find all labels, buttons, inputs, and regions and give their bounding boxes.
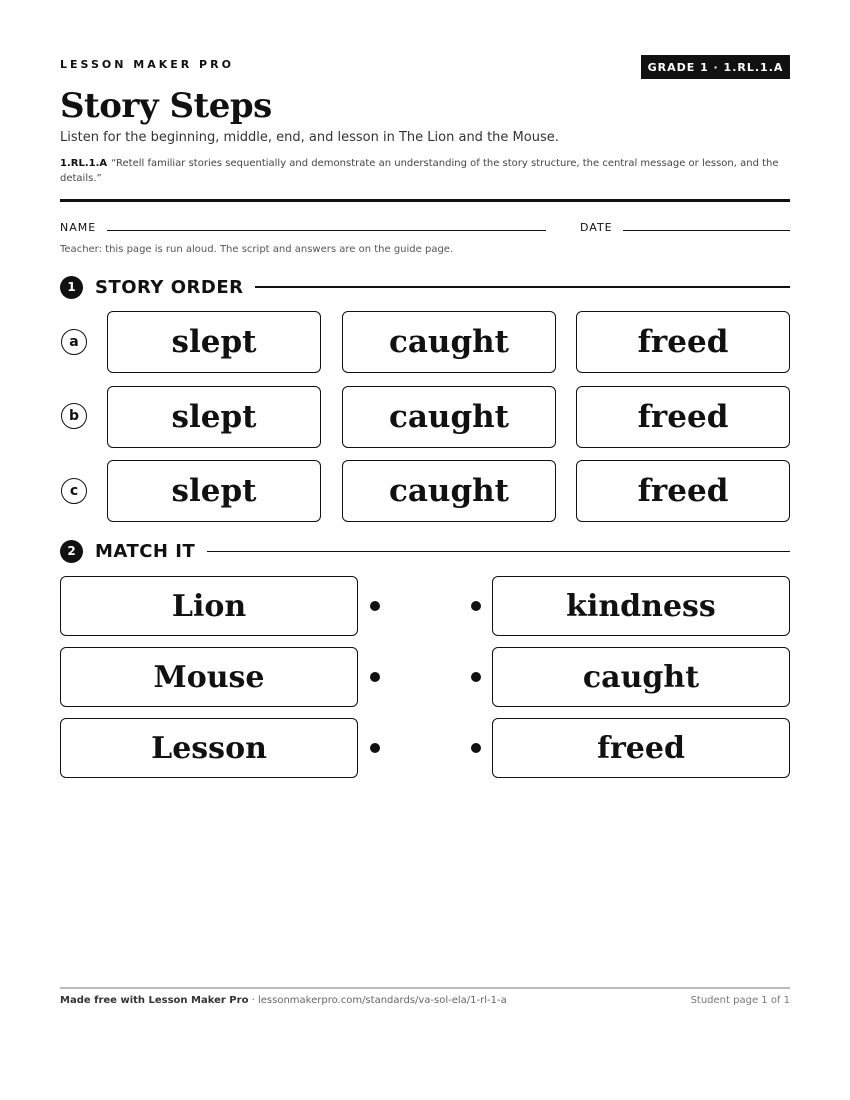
order-card[interactable]: freed [576,386,790,448]
footer-made-with: Made free with Lesson Maker Pro [60,995,249,1006]
match-left-dot[interactable] [370,672,380,682]
match-left-dot[interactable] [370,601,380,611]
order-card[interactable]: freed [576,311,790,373]
order-card[interactable]: slept [107,386,321,448]
order-card[interactable]: freed [576,460,790,522]
order-card[interactable]: caught [342,386,556,448]
section-match-it-header [60,539,790,563]
standard-description [60,156,790,186]
match-right-card[interactable]: caught [492,647,790,707]
footer-divider [60,987,790,989]
section-story-order-header [60,275,790,299]
match-left-card[interactable]: Lesson [60,718,358,778]
footer-url[interactable]: · lessonmakerpro.com/standards/va-sol-ela/1-rl-1-a [248,995,507,1006]
order-card[interactable]: slept [107,311,321,373]
grade-badge: GRADE 1 · 1.RL.1.A [641,55,790,79]
footer-credit [60,995,507,1006]
section-number-badge: 1 [60,276,83,299]
section-number-badge: 2 [60,540,83,563]
page-subtitle: Listen for the beginning, middle, end, and lesson in The Lion and the Mouse. [60,130,559,145]
section-divider [207,551,790,552]
order-card[interactable]: slept [107,460,321,522]
page-title: Story Steps [60,86,272,126]
standard-code: 1.RL.1.A [60,158,108,169]
standard-text: “Retell familiar stories sequentially and demonstrate an understanding of the story structure, the central message or lesson, and the details.” [60,158,779,184]
section-divider [255,286,790,288]
date-label: DATE [580,221,613,234]
match-left-card[interactable]: Lion [60,576,358,636]
match-right-dot[interactable] [471,672,481,682]
teacher-note: Teacher: this page is run aloud. The script and answers are on the guide page. [60,244,454,255]
section-title: MATCH IT [95,540,196,562]
match-left-dot[interactable] [370,743,380,753]
match-right-dot[interactable] [471,601,481,611]
footer-page-number: Student page 1 of 1 [690,995,790,1006]
row-letter-c: c [61,478,87,504]
name-label: NAME [60,221,97,234]
section-title: STORY ORDER [95,276,244,298]
row-letter-b: b [61,403,87,429]
match-left-card[interactable]: Mouse [60,647,358,707]
match-right-card[interactable]: freed [492,718,790,778]
date-field[interactable] [623,230,790,231]
name-field[interactable] [107,230,546,231]
match-right-card[interactable]: kindness [492,576,790,636]
brand-name: LESSON MAKER PRO [60,58,234,71]
match-right-dot[interactable] [471,743,481,753]
order-card[interactable]: caught [342,311,556,373]
row-letter-a: a [61,329,87,355]
header-divider [60,199,790,202]
order-card[interactable]: caught [342,460,556,522]
